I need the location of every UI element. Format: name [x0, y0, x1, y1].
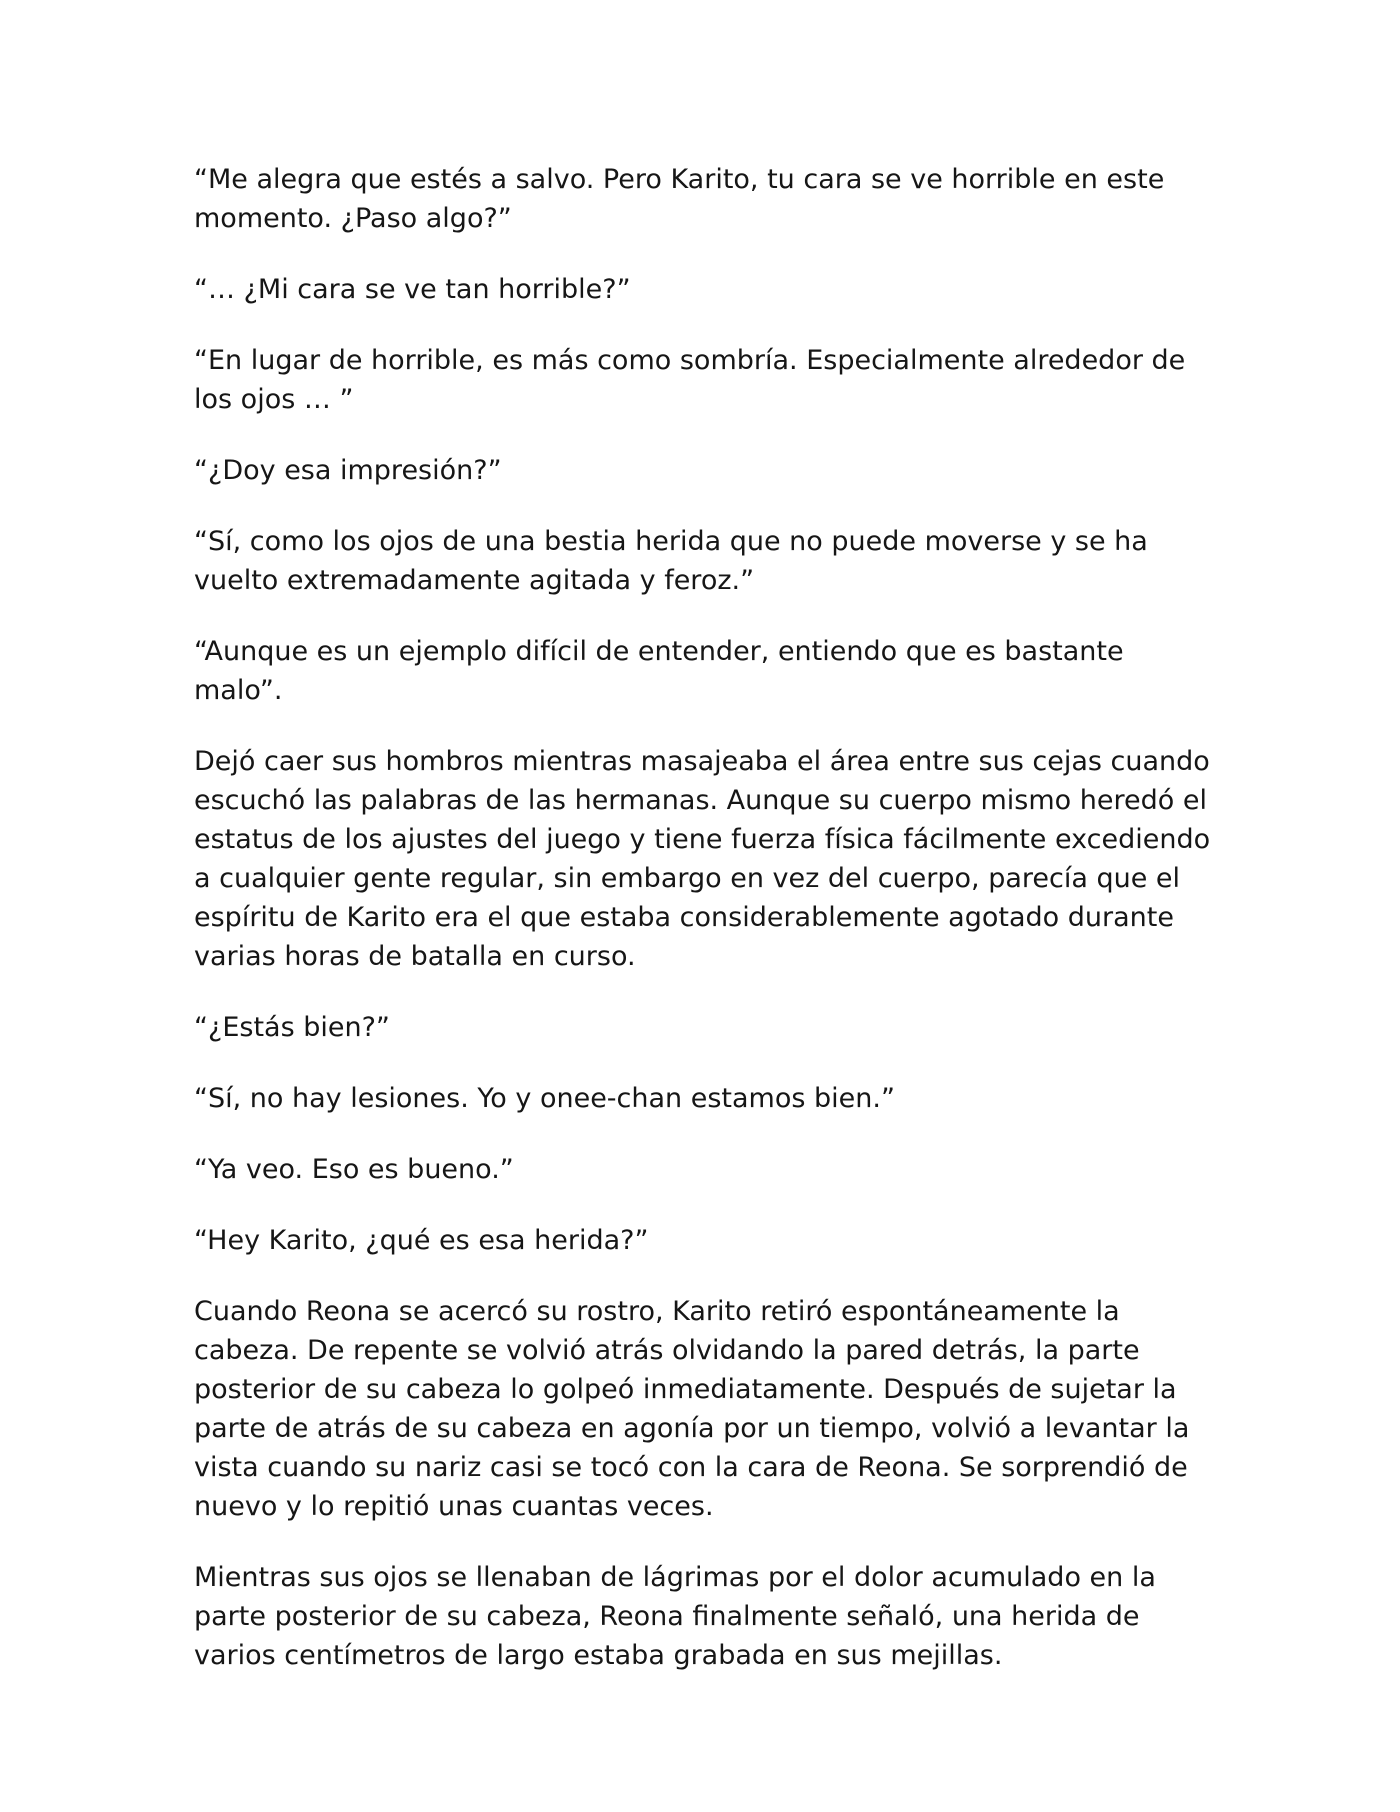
paragraph: “Me alegra que estés a salvo. Pero Karito, tu cara se ve horrible en este momento. ¿Paso algo?”: [194, 164, 1165, 234]
paragraph: “En lugar de horrible, es más como sombría. Especialmente alrededor de los ojos … ”: [194, 345, 1186, 415]
paragraph: Dejó caer sus hombros mientras masajeaba el área entre sus cejas cuando escuchó las palabras de las hermanas. Aunque su cuerpo mismo heredó el estatus de los ajustes del juego y tiene fuerza física fácilmente excediendo a cualquier gente regular, sin embargo en vez del cuerpo, parecía que el espíritu de Karito era el que estaba considerablemente agotado durante varias horas de batalla en curso.: [194, 746, 1211, 972]
paragraph: Cuando Reona se acercó su rostro, Karito retiró espontáneamente la cabeza. De repente se volvió atrás olvidando la pared detrás, la parte posterior de su cabeza lo golpeó inmediatamente. Después de sujetar la parte de atrás de su cabeza en agonía por un tiempo, volvió a levantar la vista cuando su nariz casi se tocó con la cara de Reona. Se sorprendió de nuevo y lo repitió unas cuantas veces.: [194, 1296, 1190, 1522]
paragraph: “… ¿Mi cara se ve tan horrible?”: [194, 274, 631, 305]
paragraph: “¿Doy esa impresión?”: [194, 455, 502, 486]
paragraph: “Sí, no hay lesiones. Yo y onee-chan estamos bien.”: [194, 1083, 895, 1114]
paragraph: “Hey Karito, ¿qué es esa herida?”: [194, 1225, 649, 1256]
document-body: [194, 160, 1214, 1675]
paragraph: “Sí, como los ojos de una bestia herida que no puede moverse y se ha vuelto extremadamente agitada y feroz.”: [194, 526, 1148, 596]
paragraph: Mientras sus ojos se llenaban de lágrimas por el dolor acumulado en la parte posterior de su cabeza, Reona finalmente señaló, una herida de varios centímetros de largo estaba grabada en sus mejillas.: [194, 1562, 1156, 1671]
paragraph: “¿Estás bien?”: [194, 1012, 390, 1043]
paragraph: “Aunque es un ejemplo difícil de entender, entiendo que es bastante malo”.: [194, 636, 1124, 706]
paragraph: “Ya veo. Eso es bueno.”: [194, 1154, 514, 1185]
